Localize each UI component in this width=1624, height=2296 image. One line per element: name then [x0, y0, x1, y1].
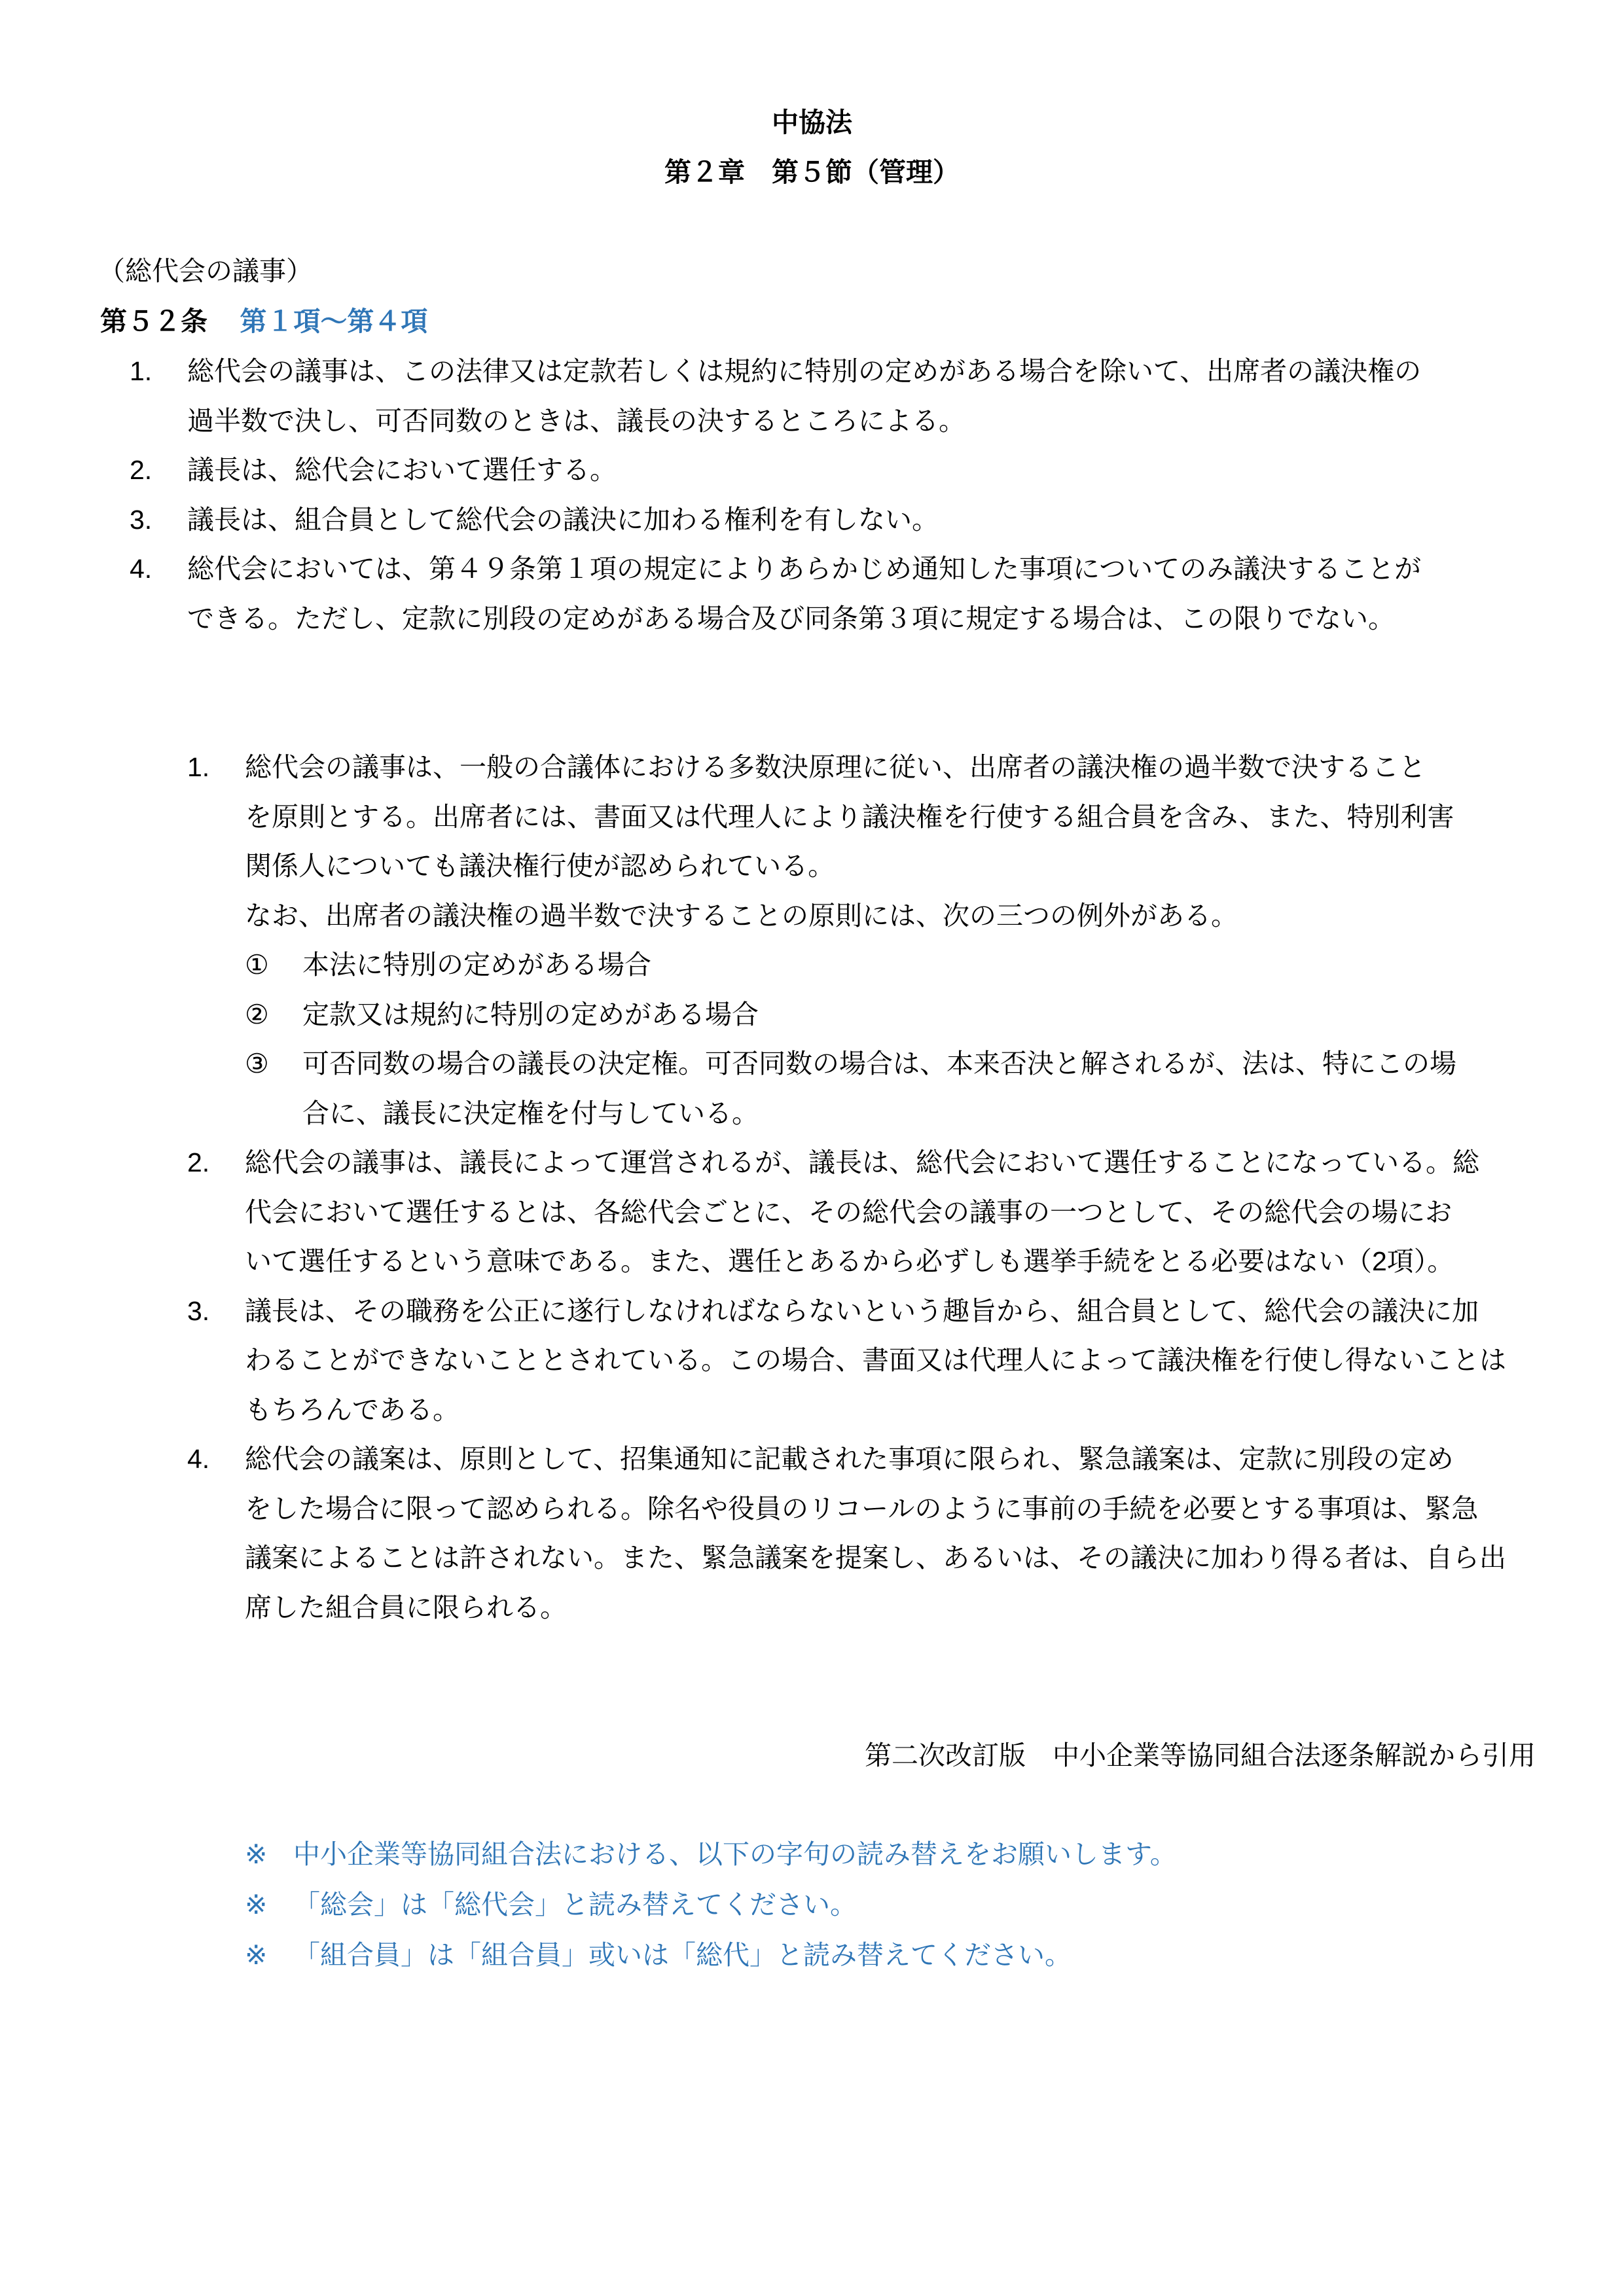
text-line: 過半数で決し、可否同数のときは、議長の決するところによる。 [187, 405, 965, 436]
text-line: 総代会の議事は、議長によって運営されるが、議長は、総代会において選任することになっている。総 [245, 1147, 1479, 1177]
article-item-1-marker: 1. [130, 356, 153, 386]
text-line: もちろんである。 [245, 1394, 460, 1425]
commentary-item-2-marker: 2. [187, 1147, 210, 1177]
text-line: 総代会の議案は、原則として、招集通知に記載された事項に限られ、緊急議案は、定款に別段の定め [245, 1444, 1454, 1474]
article-item-2-marker: 2. [130, 455, 153, 485]
citation: 第二次改訂版 中小企業等協同組合法逐条解説から引用 [865, 1740, 1536, 1770]
text-line: 総代会の議事は、この法律又は定款若しくは規約に特別の定めがある場合を除いて、出席者の議決権の [187, 356, 1422, 386]
commentary-item-3-marker: 3. [187, 1295, 210, 1326]
article-range: 第１項～第４項 [240, 306, 428, 336]
note-text: 「総会」は「総代会」と読み替えてください。 [293, 1890, 857, 1920]
exception-2-marker: ② [245, 999, 269, 1030]
article-item-3-marker: 3. [130, 504, 153, 535]
text-line: 合に、議長に決定権を付与している。 [302, 1098, 759, 1128]
text-line: 可否同数の場合の議長の決定権。可否同数の場合は、本来否決と解されるが、法は、特にこの場 [302, 1049, 1456, 1079]
text-line: 議長は、総代会において選任する。 [187, 455, 617, 485]
commentary-item-4-marker: 4. [187, 1444, 210, 1474]
text-line: 議長は、組合員として総代会の議決に加わる権利を有しない。 [187, 504, 939, 535]
text-line: 議長は、その職務を公正に遂行しなければならないという趣旨から、組合員として、総代会の議決に加 [245, 1295, 1479, 1326]
exception-2-text [302, 990, 759, 1040]
commentary-item-3-text [245, 1287, 1506, 1435]
article-number: 第５２条 [100, 306, 208, 336]
article-caption: （総代会の議事） [98, 256, 313, 286]
article-item-3-text [187, 495, 939, 545]
note-mark-icon: ※ [245, 1940, 268, 1970]
text-line: なお、出席者の議決権の過半数で決することの原則には、次の三つの例外がある。 [245, 900, 1238, 931]
article-item-1-text [187, 347, 1421, 446]
note-text: 「組合員」は「組合員」或いは「総代」と読み替えてください。 [293, 1940, 1072, 1970]
exception-3-text [302, 1039, 1456, 1138]
exception-3-marker: ③ [245, 1049, 269, 1079]
text-line: を原則とする。出席者には、書面又は代理人により議決権を行使する組合員を含み、また、特別利害 [245, 801, 1454, 832]
text-line: 総代会の議事は、一般の合議体における多数決原理に従い、出席者の議決権の過半数で決すること [245, 752, 1426, 782]
text-line: わることができないこととされている。この場合、書面又は代理人によって議決権を行使し得ないことは [245, 1345, 1506, 1375]
article-item-2-text [187, 446, 617, 495]
note-text: 中小企業等協同組合法における、以下の字句の読み替えをお願いします。 [293, 1839, 1177, 1869]
text-line: いて選任するという意味である。また、選任とあるから必ずしも選挙手続をとる必要はない（2項）。 [245, 1246, 1454, 1276]
text-line: 本法に特別の定めがある場合 [302, 950, 651, 980]
text-line: 関係人についても議決権行使が認められている。 [245, 851, 835, 881]
document-subtitle: 第２章 第５節（管理） [664, 157, 960, 187]
text-line: 定款又は規約に特別の定めがある場合 [302, 999, 759, 1030]
text-line: をした場合に限って認められる。除名や役員のリコールのように事前の手続を必要とする事項は、緊急 [245, 1493, 1479, 1524]
text-line: 代会において選任するとは、各総代会ごとに、その総代会の議事の一つとして、その総代会の場にお [245, 1196, 1453, 1227]
note-mark-icon: ※ [245, 1839, 268, 1869]
note-mark-icon: ※ [245, 1890, 268, 1920]
document-title: 中協法 [772, 107, 852, 137]
commentary-item-4-text [245, 1435, 1506, 1632]
commentary-item-1-marker: 1. [187, 752, 210, 782]
article-heading [100, 297, 427, 347]
exception-1-text [302, 941, 651, 990]
commentary-item-1-text [245, 743, 1454, 941]
exception-1-marker: ① [245, 950, 269, 980]
text-line: 議案によることは許されない。また、緊急議案を提案し、あるいは、その議決に加わり得る者は、自ら出 [245, 1543, 1506, 1573]
article-item-4-text [187, 545, 1421, 643]
article-item-4-marker: 4. [130, 554, 153, 584]
text-line: 総代会においては、第４９条第１項の規定によりあらかじめ通知した事項についてのみ議決することが [187, 554, 1422, 584]
text-line: できる。ただし、定款に別段の定めがある場合及び同条第３項に規定する場合は、この限りでない。 [187, 603, 1395, 634]
text-line: 席した組合員に限られる。 [245, 1592, 567, 1623]
commentary-item-2-text [245, 1138, 1479, 1287]
